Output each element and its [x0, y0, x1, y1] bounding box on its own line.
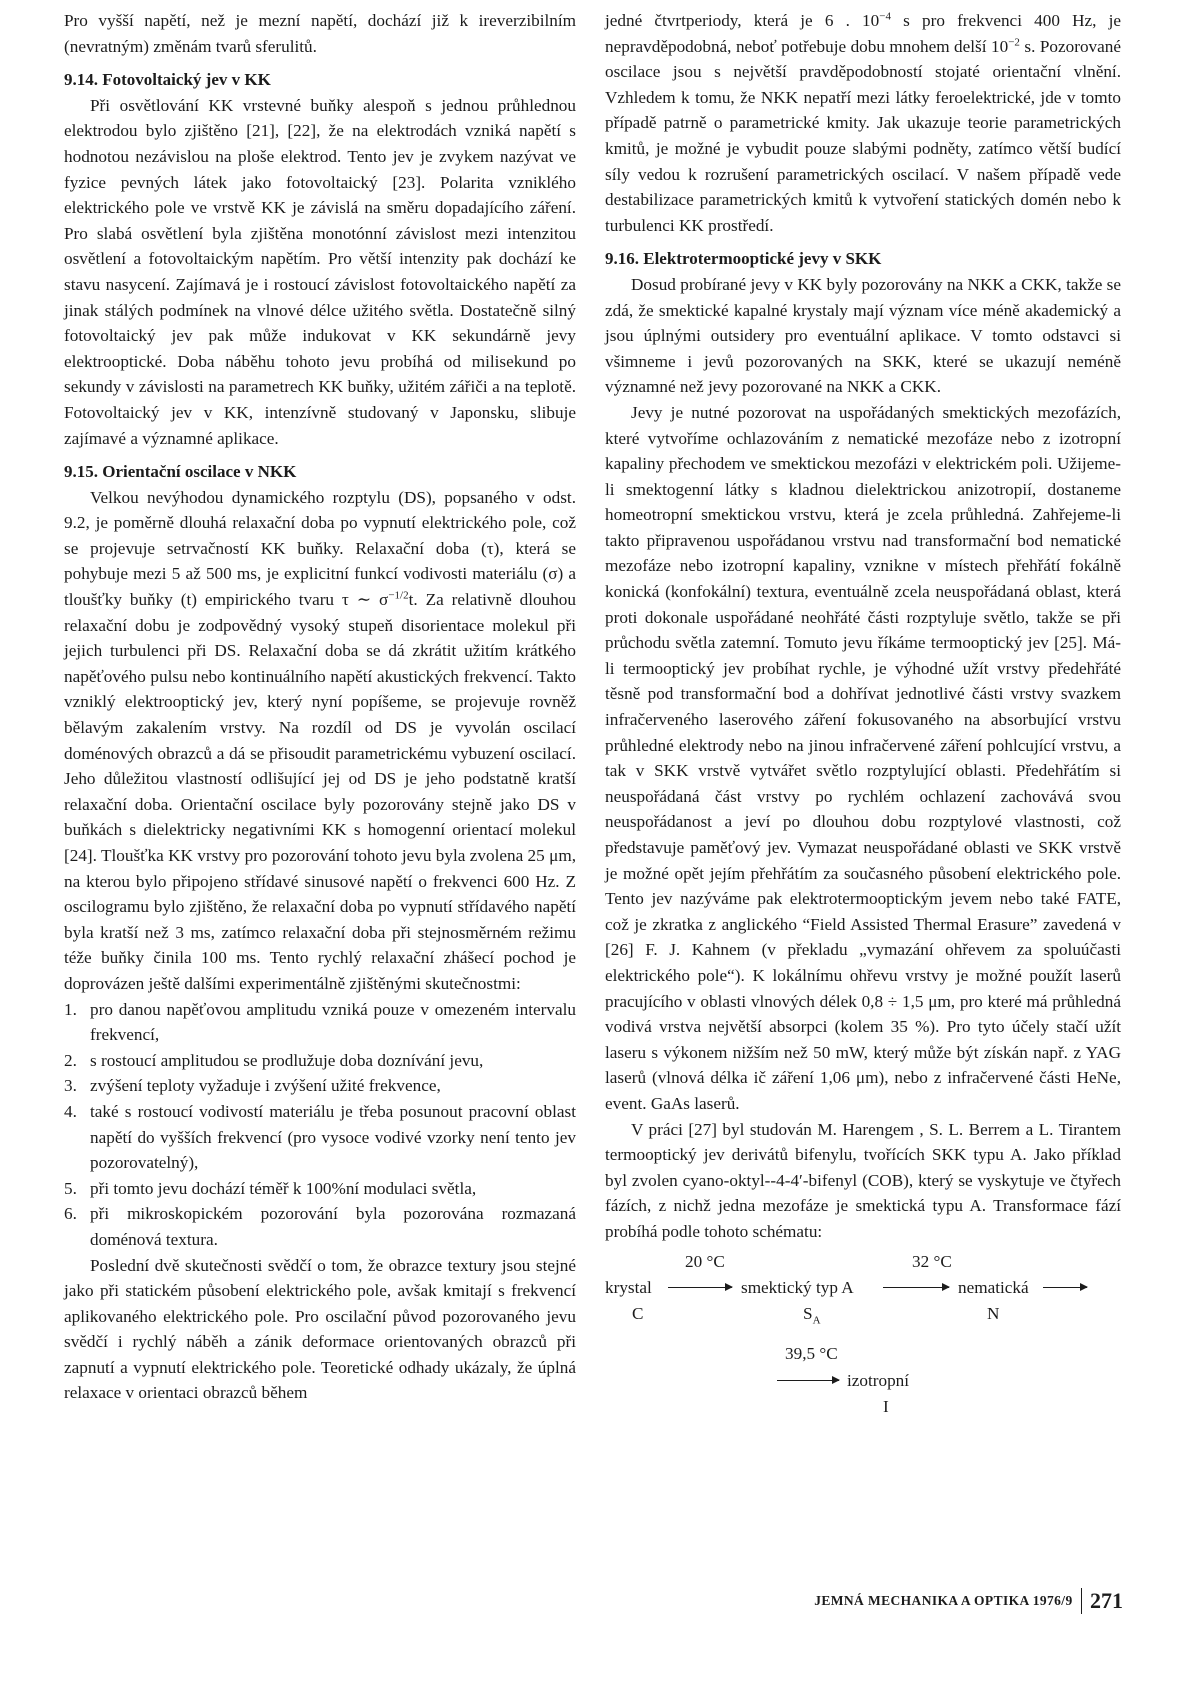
- phase-transition-scheme: [605, 1249, 1121, 1439]
- list-item: [64, 1099, 576, 1176]
- text-run: t. Za relativně dlouhou relaxační dobu je zodpovědný vysoký stupeň disorientace molekul při jejich turbulenci při DS. Relaxační doba se dá zkrátit užitím krátkého napěťového pulsu nebo kontinuálního napětí akustických frekvencí. Takto vzniklý elektrooptický jev, který nyní popíšeme, se projevuje rovněž bělavým zakalením vrstvy. Na rozdíl od DS je vyvolán oscilací doménových obrazců a dá se přisoudit parametrickému vybuzení oscilací. Jeho důležitou vlastností odlišující jej od DS je jeho podstatně kratší relaxační doba. Orientační oscilace byly pozorovány stejně jako DS v buňkách s dielektricky negativními KK s homogenní orientací molekul [24]. Tloušťka KK vrstvy pro pozorování tohoto jevu byla zvolena 25 μm, na kterou bylo připojeno střídavé sinusové napětí o frekvenci 600 Hz. Z oscilogramu bylo zjištěno, že relaxační doba po vypnutí střídavého napětí byla kratší než 3 ms, zatímco relaxační doba při stejnosměrném režimu téže buňky činila 100 ms. Tento rychlý relaxační zhášecí pochod je doprovázen ještě dalšími experimentálně zjištěnými skutečnostmi:: [64, 590, 576, 993]
- list-number: 4.: [64, 1101, 77, 1121]
- text-run: jedné čtvrtperiody, která je 6 . 10: [605, 11, 880, 30]
- list-text: při tomto jevu dochází téměř k 100%ní modulaci světla,: [90, 1178, 477, 1198]
- exponent: −2: [1008, 35, 1020, 48]
- left-column: [64, 8, 576, 1406]
- list-text: při mikroskopickém pozorování byla pozorována rozmazaná doménová textura.: [90, 1204, 576, 1249]
- temperature-label: 20 °C: [685, 1251, 725, 1271]
- list-text: zvýšení teploty vyžaduje i zvýšení užité frekvence,: [90, 1076, 441, 1096]
- intro-paragraph: Pro vyšší napětí, než je mezní napětí, dochází již k ireverzibilním (nevratným) změnám tvarů sferulitů.: [64, 11, 576, 56]
- arrow-icon: [777, 1380, 839, 1381]
- section-9-16-paragraph-3: V práci [27] byl studován M. Harengem , S. L. Berrem a L. Tirantem termooptický jev derivátů bifenylu, tvořících SKK typu A. Jako příklad byl zvolen cyano-oktyl--4-4′-bifenyl (COB), který se vyskytuje ve čtyřech fázích, z nichž jedna mezofáze je smektická typu A. Transformace fází probíhá podle tohoto schématu:: [605, 1119, 1121, 1241]
- page-footer: [793, 1588, 1123, 1614]
- list-number: 5.: [64, 1178, 77, 1198]
- exponent: −4: [879, 10, 891, 23]
- list-item: [64, 1048, 576, 1074]
- list-number: 1.: [64, 999, 77, 1019]
- text-run: s. Pozorované oscilace jsou s největší pravděpodobností stojaté orientační vlnění. Vzhledem k tomu, že NKK nepatří mezi látky feroelektrické, jde v tomto případě patrně o parametrické kmity. Jak ukazuje teorie parametrických kmitů, je možné je vybudit pouze slabými podněty, zatímco větší budící síly vedou k rozrušení parametrických oscilací. V našem případě vede destabilizace parametrických kmitů k vytvoření statických domén nebo k turbulenci KK prostředí.: [605, 36, 1121, 235]
- phase-symbol: I: [883, 1396, 889, 1416]
- journal-name: JEMNÁ MECHANIKA A OPTIKA 1976/9: [814, 1593, 1073, 1608]
- section-9-15-paragraph-1: [64, 485, 576, 997]
- arrow-icon: [1043, 1287, 1087, 1288]
- exponent: −1/2: [388, 589, 409, 602]
- list-number: 2.: [64, 1050, 77, 1070]
- section-9-14-paragraph: Při osvětlování KK vrstevné buňky alespoň s jednou průhlednou elektrodou bylo zjištěno [21], [22], že na elektrodách vzniká napětí s hodnotou nezávislou na ploše elektrod. Tento jev je zvykem nazývat ve fyzice pevných látek jako fotovoltaický [23]. Polarita vzniklého elektrického pole ve vrstvě KK je závislá na směru dopadajícího záření. Pro slabá osvětlení byla zjištěna monotónní závislost mezi intenzitou osvětlení a fotovoltaickým napětím. Pro větší intenzity pak dochází ke stavu nasycení. Zajímavá je i rostoucí závislost fotovoltaického napětí za jinak stálých podmínek na vlnové délce užitého světla. Dostatečně silný fotovoltaický jev pak může indukovat v KK sekundárně jevy elektrooptické. Doba náběhu tohoto jevu probíhá od milisekund po sekundy v závislosti na parametrech KK buňky, užitém zářiči a na teplotě. Fotovoltaický jev v KK, intenzívně studovaný v Japonsku, slibuje zajímavé a významné aplikace.: [64, 95, 576, 448]
- phase-symbol: N: [987, 1303, 1000, 1323]
- phase-label: krystal: [605, 1277, 652, 1297]
- phase-label: izotropní: [847, 1370, 910, 1390]
- list-item: [64, 1201, 576, 1252]
- phase-symbol: [803, 1301, 821, 1327]
- temperature-label: 39,5 °C: [785, 1343, 838, 1363]
- continued-paragraph: [605, 8, 1121, 238]
- phase-symbol-main: S: [803, 1303, 813, 1323]
- phase-symbol: C: [632, 1303, 644, 1323]
- list-number: 6.: [64, 1204, 77, 1224]
- arrow-icon: [883, 1287, 949, 1288]
- phase-symbol-subscript: A: [812, 1313, 821, 1326]
- section-9-16-paragraph-1: Dosud probírané jevy v KK byly pozorovány na NKK a CKK, takže se zdá, že smektické kapalné krystaly mají význam více méně akademický a jsou úplnými outsidery pro eventuální aplikace. V tomto odstavci si všimneme i jevů pozorovaných na SKK, které se ukazují neméně významné než jevy pozorované na NKK a CKK.: [605, 274, 1121, 397]
- list-item: [64, 1176, 576, 1202]
- section-9-14-heading: 9.14. Fotovoltaický jev v KK: [64, 70, 271, 90]
- list-number: 3.: [64, 1076, 77, 1096]
- section-9-15-heading: 9.15. Orientační oscilace v NKK: [64, 462, 297, 482]
- text-run: s pro frekvenci 400 Hz, je nepravděpodobná, neboť potřebuje dobu mnohem delší 10: [605, 11, 1121, 56]
- list-text: pro danou napěťovou amplitudu vzniká pouze v omezeném intervalu frekvencí,: [90, 999, 576, 1045]
- right-column: [605, 8, 1121, 1439]
- phase-label: smektický typ A: [741, 1277, 854, 1297]
- section-9-15-paragraph-2: Poslední dvě skutečnosti svědčí o tom, že obrazce textury jsou stejné jako při statickém působení elektrického pole, avšak kmitají s frekvencí aplikovaného elektrického pole. Pro oscilační původ pozorovaného jevu svědčí i rychlý náběh a zánik deformace orientovaných obrazců při zapnutí a vypnutí elektrického pole. Teoretické odhady ukázaly, že úplná relaxace v orientaci obrazců během: [64, 1255, 576, 1403]
- phase-label: nematická: [958, 1277, 1029, 1297]
- section-9-16-heading: 9.16. Elektrotermooptické jevy v SKK: [605, 249, 882, 269]
- list-item: [64, 997, 576, 1048]
- arrow-icon: [668, 1287, 732, 1288]
- list-item: [64, 1073, 576, 1099]
- footer-divider: [1081, 1588, 1082, 1614]
- text-run: Velkou nevýhodou dynamického rozptylu (DS), popsaného v odst. 9.2, je poměrně dlouhá relaxační doba po vypnutí elektrického pole, což se projevuje setrvačností KK buňky. Relaxační doba (τ), která se pohybuje mezi 5 až 500 ms, je explicitní funkcí vodivosti materiálu (σ) a tloušťky buňky (t) empirického tvaru τ ∼ σ: [64, 487, 576, 610]
- section-9-16-paragraph-2: Jevy je nutné pozorovat na uspořádaných smektických mezofázích, které vytvoříme ochlazováním z nematické mezofáze nebo z izotropní kapaliny přechodem ve smektickou mezofázi v elektrickém poli. Užijeme-li smektogenní látky s kladnou dielektrickou anizotropií, dostaneme homeotropní smektickou vrstvu, která je zcela průhledná. Zahřejeme-li takto připravenou uspořádanou vrstvu nad transformační bod nematické mezofáze nebo izotropní kapaliny, vznikne v místech přehřátí fokálně konická (konfokální) textura, eventuálně zcela neuspořádaná oblast, která proti dokonale uspořádané neohřáté části rozptyluje světlo, takže se při průchodu světla zatemní. Tomuto jevu říkáme termooptický jev [25]. Má-li termooptický jev probíhat rychle, je výhodné užít vrstvy předehřáté těsně pod transformační bod a dohřívat jednotlivé části vrstvy svazkem infračerveného laserového záření fokusovaného na absorbující vrstvu průhledné elektrody nebo na jinou infračervené záření pohlcující vrstvu, a tak v SKK vrstvě vytvářet světlo rozptylující oblasti. Předehřátím si neuspořádaná část vrstvy po rychlém ochlazení zachovává svou neuspořádanost a jeví po dlouhou dobu rozptylové vlastnosti, což představuje paměťový jev. Vymazat neuspořádané oblasti ve SKK vrstvě je možné opět jejím přehřátím za současného působení elektrického pole. Tento jev nazýváme pak elektrotermooptickým jevem nebo také FATE, což je zkratka z anglického “Field Assisted Thermal Erasure” zavedená v [26] F. J. Kahnem (v překladu „vymazání ohřevem za spoluúčasti elektrického pole“). K lokálnímu ohřevu vrstvy je možné použít laserů pracujícího v oblasti vlnových délek 0,8 ÷ 1,5 μm, pro které má průhledná vodivá vrstva největší absorpci (kolem 35 %). Pro tyto účely stačí užít laseru s výkonem nižším než 50 mW, který může být získán např. z YAG laserů (vlnová délka ič záření 1,06 μm), nebo z infračervené části HeNe, event. GaAs laserů.: [605, 402, 1121, 1113]
- list-text: s rostoucí amplitudou se prodlužuje doba doznívání jevu,: [90, 1050, 484, 1070]
- list-text: také s rostoucí vodivostí materiálu je třeba posunout pracovní oblast napětí do vyšších frekvencí (pro vysoce vodivé vzorky není tento jev pozorovatelný),: [90, 1101, 576, 1173]
- page-number: 271: [1090, 1588, 1123, 1613]
- observations-list: [64, 997, 576, 1253]
- temperature-label: 32 °C: [912, 1251, 952, 1271]
